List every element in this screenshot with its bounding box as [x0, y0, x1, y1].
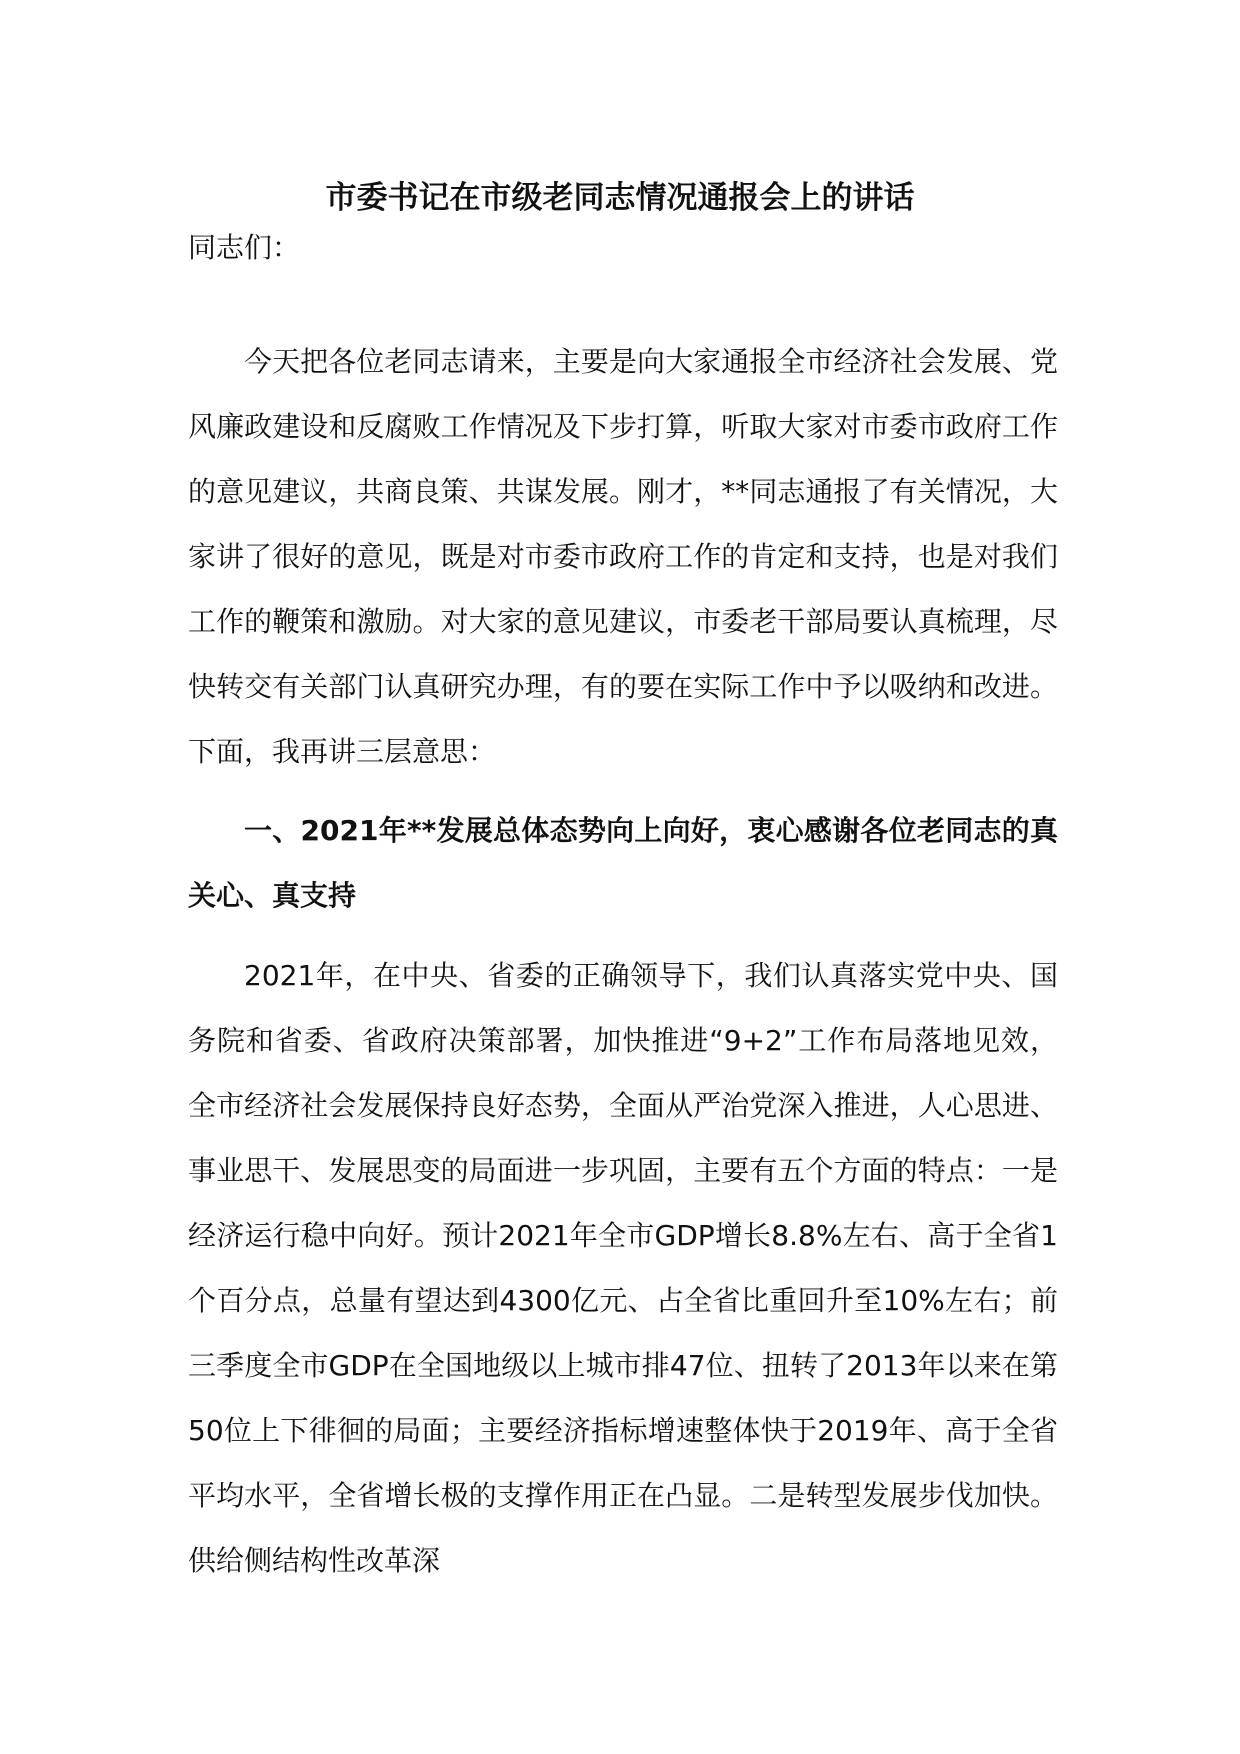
paragraph-section-1: 2021年，在中央、省委的正确领导下，我们认真落实党中央、国务院和省委、省政府决策部署，加快推进“9+2”工作布局落地见效，全市经济社会发展保持良好态势，全面从严治党深入推进，人心思进、事业思干、发展思变的局面进一步巩固，主要有五个方面的特点：一是经济运行稳中向好。预计2021年全市GDP增长8.8%左右、高于全省1个百分点，总量有望达到4300亿元、占全省比重回升至10%左右；前三季度全市GDP在全国地级以上城市排47位、扭转了2013年以来在第50位上下徘徊的局面；主要经济指标增速整体快于2019年、高于全省平均水平，全省增长极的支撑作用正在凸显。二是转型发展步伐加快。供给侧结构性改革深: [188, 959, 1058, 1577]
section-heading-1: 一、2021年**发展总体态势向上向好，衷心感谢各位老同志的真关心、真支持: [188, 814, 1058, 912]
paragraph-intro: 今天把各位老同志请来，主要是向大家通报全市经济社会发展、党风廉政建设和反腐败工作情况及下步打算，听取大家对市委市政府工作的意见建议，共商良策、共谋发展。刚才，**同志通报了有关情况，大家讲了很好的意见，既是对市委市政府工作的肯定和支持，也是对我们工作的鞭策和激励。对大家的意见建议，市委老干部局要认真梳理，尽快转交有关部门认真研究办理，有的要在实际工作中予以吸纳和改进。下面，我再讲三层意思：: [188, 345, 1058, 768]
document-title: 市委书记在市级老同志情况通报会上的讲话: [325, 180, 915, 216]
salutation: 同志们：: [188, 231, 301, 264]
